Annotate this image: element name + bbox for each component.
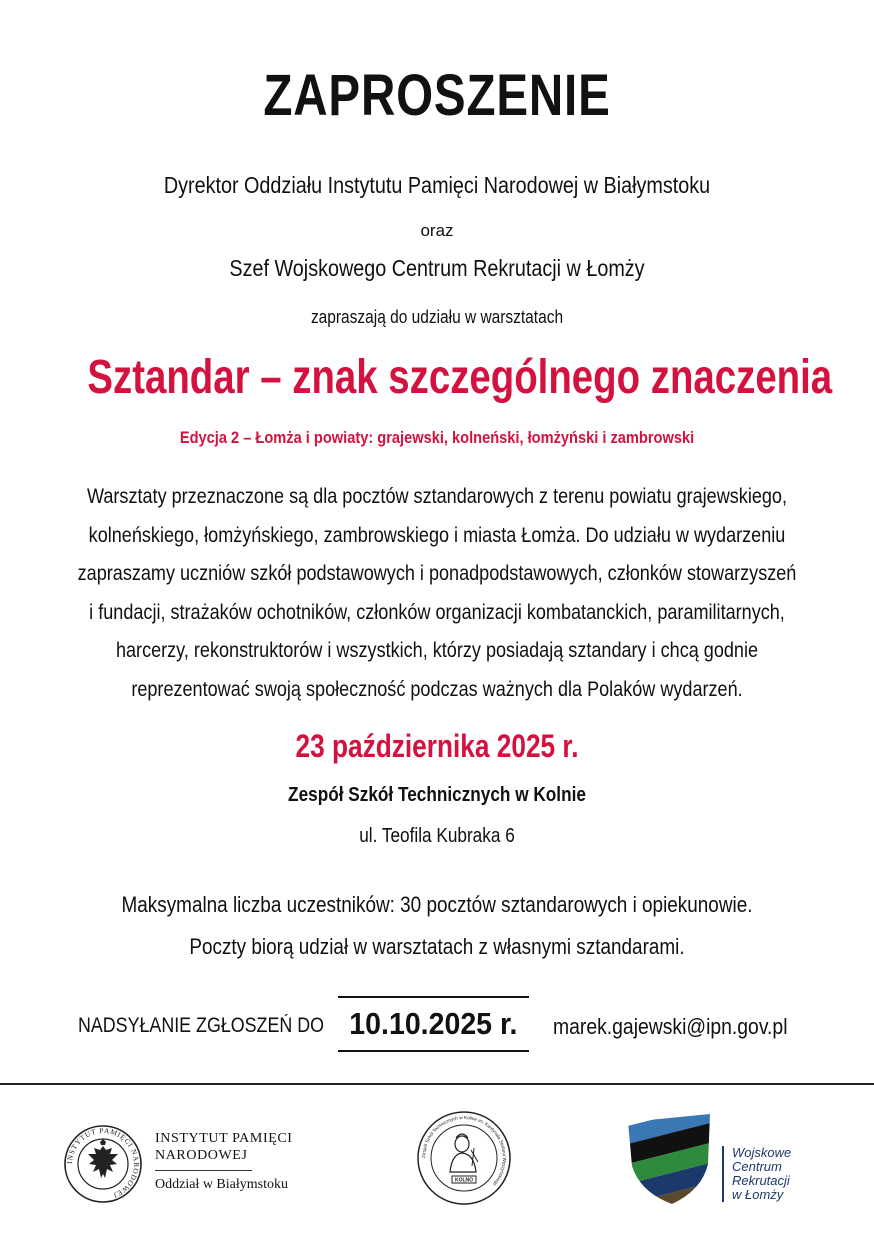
description-line: kolneńskiego, łomżyńskiego, zambrowskiego i miasta Łomża. Do udziału w wydarzeniu — [88, 523, 786, 547]
description-line: Warsztaty przeznaczone są dla pocztów sztandarowych z terenu powiatu grajewskiego, — [86, 485, 788, 508]
ipn-name-line: INSTYTUT PAMIĘCI — [155, 1131, 293, 1146]
deadline-date: 10.10.2025 r. — [349, 1006, 518, 1041]
issuer-conjunction: oraz — [420, 221, 454, 240]
limit-line: Poczty biorą udział w warsztatach z własnymi sztandarami. — [189, 934, 685, 959]
event-date: 23 października 2025 r. — [295, 728, 579, 764]
wcr-name-line: w Łomży — [732, 1187, 784, 1202]
deadline-box — [338, 996, 529, 1052]
school-seal-banner: KOLNO — [454, 1177, 474, 1184]
wcr-shield-icon — [622, 1112, 717, 1207]
description-line: reprezentować swoją społeczność podczas ważnych dla Polaków wydarzeń. — [131, 677, 743, 701]
school-seal-icon — [416, 1110, 512, 1206]
school-seal-text: Zespół Szkół Technicznych w Kolnie im. Kardynała Stefana Wyszyńskiego — [420, 1114, 508, 1187]
ipn-separator — [155, 1170, 252, 1171]
limit-line: Maksymalna liczba uczestników: 30 pocztów sztandarowych i opiekunowie. — [121, 892, 753, 917]
wcr-name-line: Wojskowe — [732, 1145, 792, 1160]
ipn-name-line: NARODOWEJ — [155, 1148, 248, 1163]
wcr-name-line: Rekrutacji — [732, 1173, 790, 1188]
description-line: harcerzy, rekonstruktorów i wszystkich, którzy posiadają sztandary i chcą godnie — [115, 639, 759, 662]
description-line: zapraszamy uczniów szkół podstawowych i ponadpodstawowych, członków stowarzyszeń — [77, 562, 797, 585]
contact-email[interactable]: marek.gajewski@ipn.gov.pl — [553, 1014, 788, 1039]
description-line: i fundacji, strażaków ochotników, członków organizacji kombatanckich, paramilitarnych, — [89, 600, 785, 624]
event-edition: Edycja 2 – Łomża i powiaty: grajewski, kolneński, łomżyński i zambrowski — [179, 428, 695, 447]
issuer-wcr: Szef Wojskowego Centrum Rekrutacji w Łomży — [229, 255, 645, 281]
footer-divider — [0, 1083, 874, 1085]
ipn-branch: Oddział w Białymstoku — [155, 1177, 288, 1192]
participation-limits — [0, 884, 874, 968]
event-title: Sztandar – znak szczególnego znaczenia — [87, 351, 833, 404]
ipn-eagle-seal-icon — [63, 1124, 143, 1204]
invitation-title: ZAPROSZENIE — [263, 63, 611, 128]
event-address: ul. Teofila Kubraka 6 — [359, 825, 515, 847]
wcr-name-line: Centrum — [732, 1159, 782, 1174]
event-description — [0, 478, 874, 709]
wcr-logo-text — [722, 1146, 791, 1202]
event-venue: Zespół Szkół Technicznych w Kolnie — [288, 784, 586, 806]
issuer-ipn: Dyrektor Oddziału Instytutu Pamięci Narodowej w Białymstoku — [163, 172, 711, 198]
deadline-label: NADSYŁANIE ZGŁOSZEŃ DO — [78, 1014, 324, 1037]
ipn-logo-text — [155, 1130, 293, 1193]
invite-line: zapraszają do udziału w warsztatach — [310, 307, 564, 327]
ipn-seal-text: INSTYTUT PAMIĘCI NARODOWEJ — [64, 1125, 142, 1201]
